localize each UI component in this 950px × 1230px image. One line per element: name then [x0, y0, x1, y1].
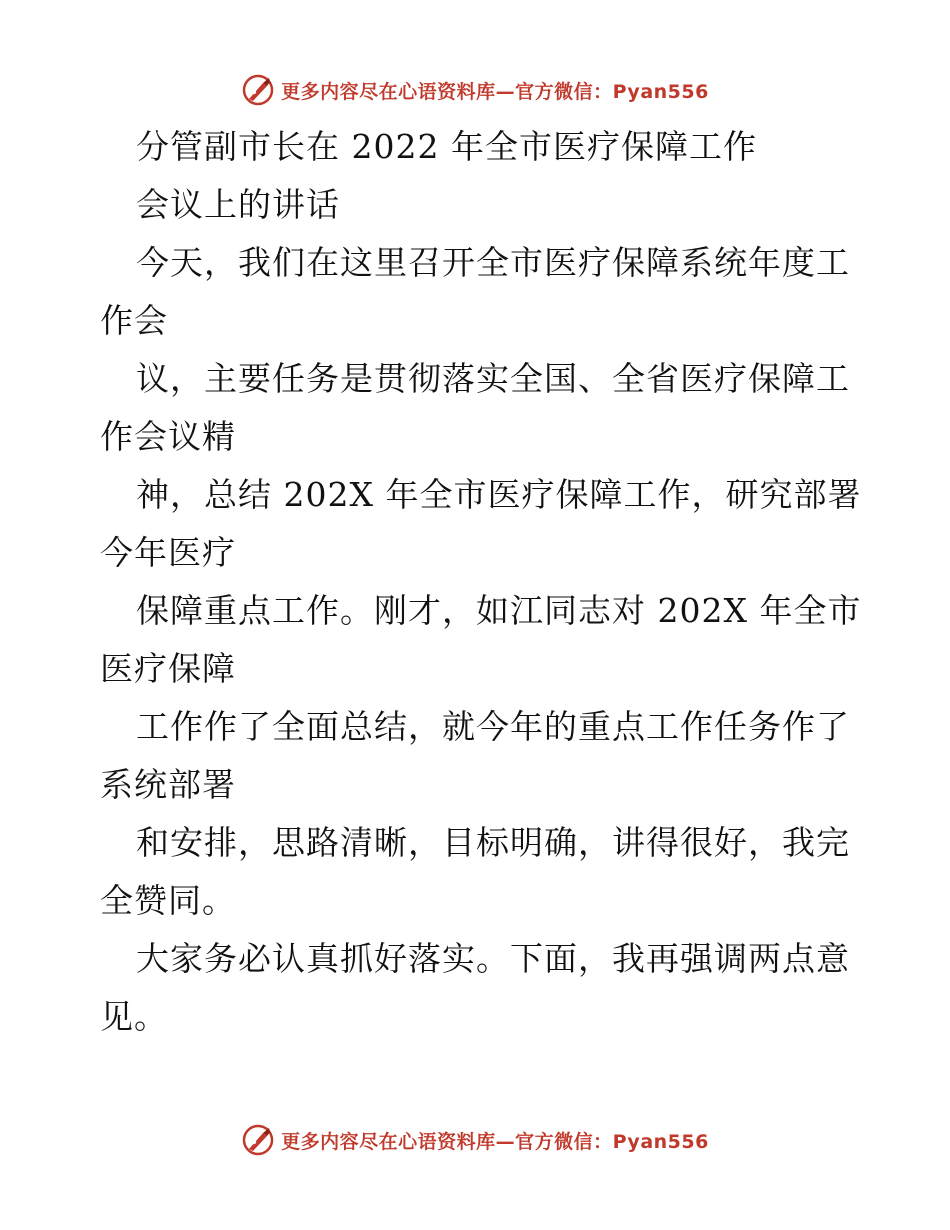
quill-pen-logo-icon: [241, 1123, 275, 1157]
text-line: 工作作了全面总结，就今年的重点工作任务作了: [136, 707, 850, 746]
speech-body: [100, 118, 860, 1046]
header-banner: [0, 70, 950, 110]
footer-banner-text: 更多内容尽在心语资料库—官方微信：Pyan556: [281, 1130, 709, 1153]
footer-banner: [0, 1120, 950, 1160]
text-line: 会议上的讲话: [136, 185, 340, 224]
header-banner-text: 更多内容尽在心语资料库—官方微信：Pyan556: [281, 80, 709, 103]
text-line: 系统部署: [100, 765, 236, 804]
text-line: 作会议精: [100, 417, 236, 456]
text-line: 神，总结 202X 年全市医疗保障工作，研究部署: [136, 475, 862, 514]
text-line: 保障重点工作。刚才，如江同志对 202X 年全市: [136, 591, 862, 630]
text-line: 议，主要任务是贯彻落实全国、全省医疗保障工: [136, 359, 850, 398]
text-line: 医疗保障: [100, 649, 236, 688]
text-line: 和安排，思路清晰，目标明确，讲得很好，我完: [136, 823, 850, 862]
quill-pen-logo-icon: [241, 73, 275, 107]
text-line: 见。: [100, 997, 168, 1036]
text-line: 大家务必认真抓好落实。下面，我再强调两点意: [136, 939, 850, 978]
text-line: 今年医疗: [100, 533, 236, 572]
text-line: 全赞同。: [100, 881, 236, 920]
text-line: 今天，我们在这里召开全市医疗保障系统年度工: [136, 243, 850, 282]
text-line: 作会: [100, 301, 168, 340]
text-line: 分管副市长在 2022 年全市医疗保障工作: [136, 127, 757, 166]
